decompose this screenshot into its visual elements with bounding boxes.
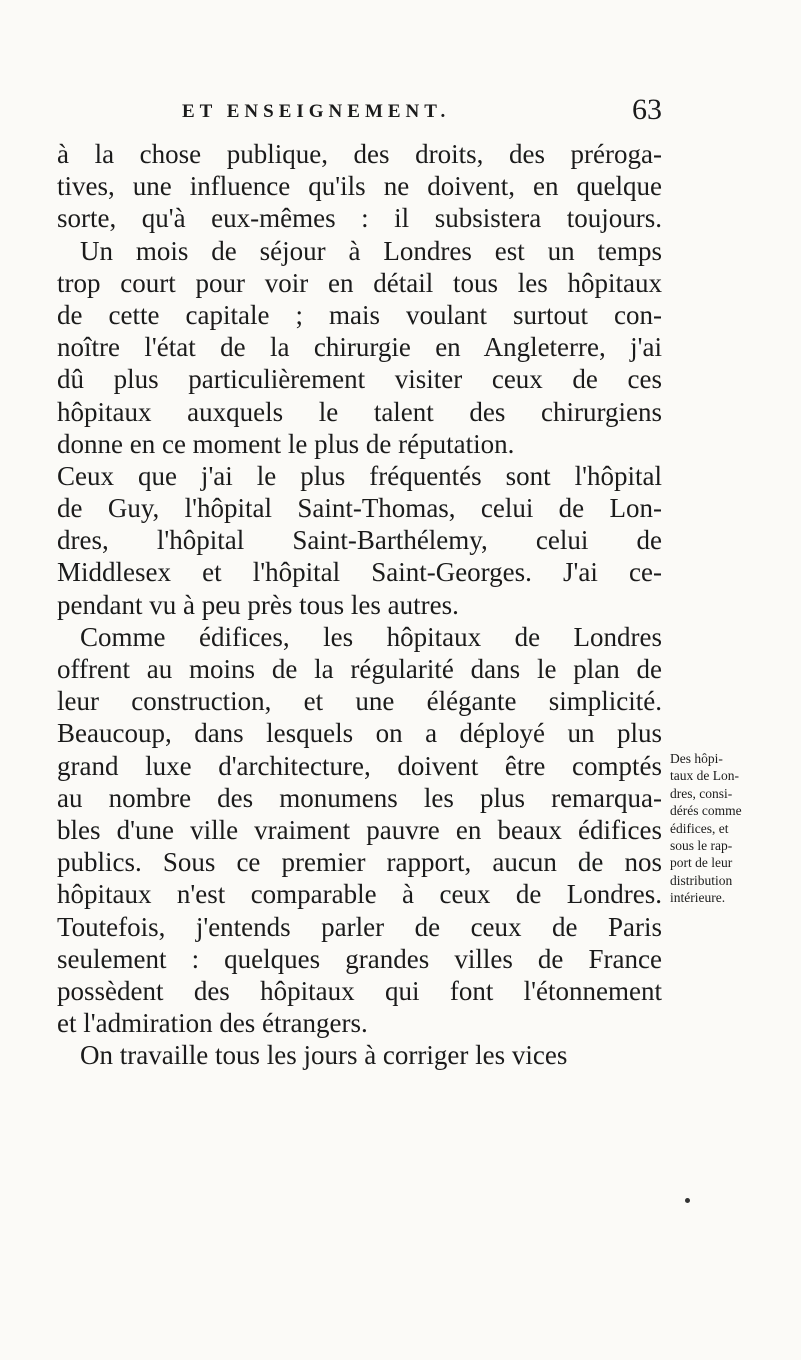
text-line: On travaille tous les jours à corriger les vices <box>80 1040 568 1071</box>
margin-note-line: taux de Lon- <box>670 768 739 784</box>
margin-note <box>670 750 748 907</box>
text-line: tives, une influence qu'ils ne doivent, en quelque <box>57 171 662 202</box>
margin-note-line: Des hôpi- <box>670 751 723 766</box>
text-line: de cette capitale ; mais voulant surtout con- <box>57 299 662 330</box>
margin-note-line: intérieure. <box>670 890 726 906</box>
text-line: Ceux que j'ai le plus fréquentés sont l'hôpital <box>57 460 662 491</box>
text-line: bles d'une ville vraiment pauvre en beaux édifices <box>57 814 662 845</box>
text-line: pendant vu à peu près tous les autres. <box>57 589 459 620</box>
text-line: sorte, qu'à eux-mêmes : il subsistera toujours. <box>57 203 662 234</box>
text-line: seulement : quelques grandes villes de France <box>57 943 662 974</box>
text-line: Toutefois, j'entends parler de ceux de Paris <box>57 911 662 942</box>
margin-note-line: dérés comme <box>670 803 742 819</box>
text-line: hôpitaux auxquels le talent des chirurgiens <box>57 396 662 427</box>
text-line: offrent au moins de la régularité dans le plan de <box>57 654 662 684</box>
text-line: leur construction, et une élégante simplicité. <box>57 686 662 717</box>
text-line: Beaucoup, dans lesquels on a déployé un plus <box>57 718 662 749</box>
text-line: de Guy, l'hôpital Saint-Thomas, celui de Lon- <box>57 493 662 524</box>
text-line: trop court pour voir en détail tous les hôpitaux <box>57 267 662 298</box>
ink-speck <box>685 1198 690 1203</box>
body-text <box>57 138 662 1071</box>
text-line: Comme édifices, les hôpitaux de Londres <box>80 621 662 652</box>
page-number: 63 <box>632 93 662 126</box>
margin-note-line: sous le rap- <box>670 837 733 853</box>
text-line: noître l'état de la chirurgie en Angleterre, j'ai <box>57 332 662 363</box>
margin-note-line: édifices, et <box>670 820 729 836</box>
text-line: hôpitaux n'est comparable à ceux de Londres. <box>57 879 662 910</box>
text-line: à la chose publique, des droits, des préroga- <box>57 139 662 169</box>
text-line: dres, l'hôpital Saint-Barthélemy, celui de <box>57 525 662 556</box>
text-line: Un mois de séjour à Londres est un temps <box>80 235 662 266</box>
text-line: dû plus particulièrement visiter ceux de ces <box>57 364 662 395</box>
text-line: et l'admiration des étrangers. <box>57 1008 368 1039</box>
text-line: au nombre des monumens les plus remarqua- <box>57 782 662 813</box>
text-line: donne en ce moment le plus de réputation. <box>57 428 515 459</box>
margin-note-line: port de leur <box>670 855 733 871</box>
page-header <box>182 93 662 133</box>
text-line: Middlesex et l'hôpital Saint-Georges. J'ai ce- <box>57 557 662 588</box>
text-line: possèdent des hôpitaux qui font l'étonnement <box>57 975 662 1006</box>
text-line: grand luxe d'architecture, doivent être comptés <box>57 750 662 781</box>
margin-note-line: dres, consi- <box>670 785 733 801</box>
margin-note-line: distribution <box>670 872 733 888</box>
text-line: publics. Sous ce premier rapport, aucun de nos <box>57 847 662 878</box>
running-head: ET ENSEIGNEMENT. <box>182 101 451 122</box>
